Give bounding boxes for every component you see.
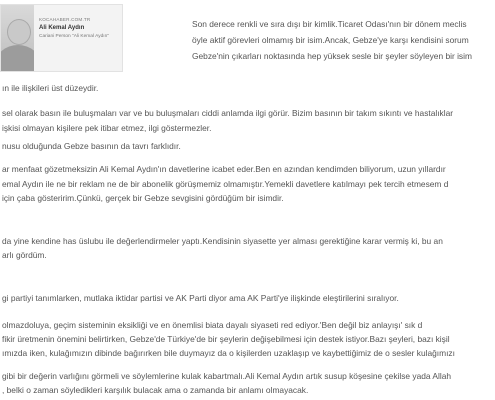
author-card-site: KOCAHABER.COM.TR	[39, 17, 91, 22]
article-line: olmazdoluya, geçim sisteminin eksikliği ve en önemlisi biata dayalı siyaseti red ediyor.'Ben değil biz anlayışı' sık d	[2, 320, 423, 330]
article-line: için çaba gösteririm.Çünkü, gerçek bir Gebze sevgisini gördüğüm bir isimdir.	[2, 193, 284, 203]
article-line: emal Aydın ile ne bir reklam ne de bir abonelik görüşmemiz olmamıştır.Yemekli davetlere katılmayı pek tercih etmesem d	[2, 179, 449, 189]
author-card-name: Ali Kemal Aydın	[39, 25, 85, 31]
author-photo	[1, 5, 34, 71]
article-line: nusu olduğunda Gebze basının da tavrı farklıdır.	[2, 141, 181, 151]
author-photo-head	[7, 19, 31, 45]
article-line: ın ile ilişkileri üst düzeydir.	[2, 83, 99, 93]
article-line: da yine kendine has üslubu ile değerlendirmeler yaptı.Kendisinin siyasette yer alması gerektiğine karar vermiş ki, bu an	[2, 236, 443, 246]
author-card-subtitle: Cariani Person "Ali Kemal Aydın"	[39, 34, 109, 39]
article-line: ar menfaat gözetmeksizin Ali Kemal Aydın'ın davetlerine icabet eder.Ben en azından kendimden biliyorum, uzun yıllardır	[2, 164, 446, 174]
author-photo-shoulders	[1, 45, 34, 71]
article-line: arlı gördüm.	[2, 250, 47, 260]
article-line: Gebze'nin çıkarları noktasında hep yüksek sesle bir şeyler söyleyen bir isim	[192, 51, 472, 61]
article-line: işkisi olmayan kişilere pek itibar etmez, ilgi göstermezler.	[2, 123, 212, 133]
article-line: ımızda iken, kulağımızın dibinde bağırırken bile duymayız da o kişilerden uzaklaşıp ve kaybettiğimiz de o sesler kulağımızı	[2, 348, 455, 358]
article-line: gi partiyi tanımlarken, mutlaka iktidar partisi ve AK Parti diyor ama AK Parti'ye ilişkinde eleştirilerini sıralıyor.	[2, 293, 399, 303]
article-line: öyle aktif görevleri olmamış bir isim.Ancak, Gebze'ye karşı kendisini sorum	[192, 35, 469, 45]
author-card	[0, 4, 123, 72]
article-line: fikir üretmenin önemini belirtirken, Gebze'de Türkiye'de bir şeylerin değişebilmesi için destek istiyor.Bazı şeyleri, bazı kişil	[2, 334, 450, 344]
article-line: sel olarak basın ile buluşmaları var ve bu buluşmaları ciddi anlamda ilgi görür. Bizim basının bir takım sıkıntı ve hastalıklar	[2, 108, 454, 118]
article-line: , belki o zaman söyledikleri karşılık bulacak ama o zamanda bir anlamı olmayacak.	[2, 385, 309, 395]
article-line: Son derece renkli ve sıra dışı bir kimlik.Ticaret Odası'nın bir dönem meclis	[192, 19, 467, 29]
article-line: gibi bir değerin varlığını görmeli ve söylemlerine kulak kabartmalı.Ali Kemal Aydın artık susup köşesine çekilse yada Allah	[2, 371, 452, 381]
